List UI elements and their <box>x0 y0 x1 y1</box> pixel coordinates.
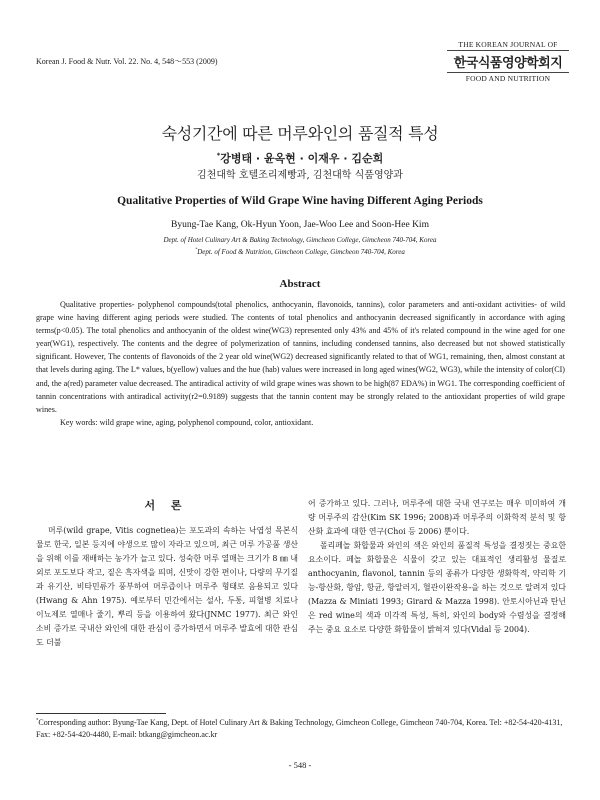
section-heading-introduction: 서 론 <box>144 499 188 512</box>
footnote-text: Corresponding author: Byung-Tae Kang, Dept. of Hotel Culinary Art & Baking Technology, Gimcheon College, Gimcheon 740-704, Korea. Tel: +82-54-420-4131, Fax: +82-54-420-4480, E-mail: btkang@gimcheon.ac.kr <box>36 718 563 739</box>
authors-korean <box>0 150 600 166</box>
footnote-mark: * <box>36 718 39 724</box>
keywords: Key words: wild grape wine, aging, polyphenol compound, color, antioxidant. <box>60 417 314 427</box>
introduction-left-column: 머루(wild grape, Vitis cognetiea)는 포도과의 속하는 낙엽성 목본식물로 한국, 일본 등지에 야생으로 많이 자라고 있으며, 최근 머루 가공품 생산을 위해 이를 재배하는 농가가 늘고 있다. 성숙한 머루 열매는 크기가 8 ㎜ 내외로 포도보다 작고, 짙은 흑자색을 띄며, 신맛이 강한 편이나, 다량의 무기질과 유기산, 비타민류가 풍부하여 머루즙이나 머루주 형태로 음용되고 있다(Hwang & Ahn 1975). 예로부터 민간에서는 설사, 두통, 피혈병 치료나 이뇨제로 열매나 줄기, 뿌리 등을 이용하여 왔다(JNMC 1977). 최근 와인 소비 증가로 국내산 와인에 대한 관심이 증가하면서 머루주 발효에 대한 관심도 더불 <box>36 526 298 647</box>
intro-right-paragraph-2: 폴리페놀 화합물과 와인의 색은 와인의 품질적 특성을 결정짓는 중요한 요소이다. 페놀 화합물은 식물이 갖고 있는 대표적인 생리활성 물질로 anthocyanin, flavonol, tannin 등의 종류가 다양한 생화학적, 약리학 기능-항산화, 항암, 항균, 항알러지, 혈관이완작용-을 하는 것으로 알려져 있다(Mazza & Miniati 1993; Girard & Mazza 1998). 안토시아닌과 탄닌은 red wine의 색과 미각적 특성, 특히, 와인의 body와 수렴성을 결정해 주는 중요 요소로 다양한 화합물이 밝혀져 있다(Vidal 등 2004). <box>308 541 566 634</box>
journal-masthead <box>447 40 569 83</box>
title-english: Qualitative Properties of Wild Grape Wine having Different Aging Periods <box>117 195 483 207</box>
page-number: - 548 - <box>288 760 312 770</box>
footnote <box>36 717 565 741</box>
introduction-right-column <box>308 497 566 637</box>
abstract-body <box>36 298 565 429</box>
authors-korean-text: 강병태 · 윤옥현 · 이재우 · 김순희 <box>220 152 384 165</box>
journal-name-en-bottom: FOOD AND NUTRITION <box>447 72 569 83</box>
footnote-divider <box>36 713 166 714</box>
title-korean: 숙성기간에 따른 머루와인의 품질적 특성 <box>161 124 439 143</box>
affiliation-english-1: Dept. of Hotel Culinary Art & Baking Technology, Gimcheon College, Gimcheon 740-704, Korea <box>163 236 437 244</box>
affiliation-korean-text: 김천대학 호텔조리제빵과, 김천대학 식품영양과 <box>197 170 403 181</box>
affiliation-korean <box>0 166 600 181</box>
affiliation-english-2 <box>0 248 600 256</box>
journal-name-en-top: THE KOREAN JOURNAL OF <box>447 40 569 51</box>
running-header: Korean J. Food & Nutr. Vol. 22. No. 4, 548～553 (2009) <box>36 57 218 66</box>
affiliation-mark: * <box>195 246 198 252</box>
authors-english: Byung-Tae Kang, Ok-Hyun Yoon, Jae-Woo Lee and Soon-Hee Kim <box>171 220 429 230</box>
affiliation-english-2-text: Dept. of Food & Nutrition, Gimcheon College, Gimcheon 740-704, Korea <box>197 248 405 256</box>
abstract-heading: Abstract <box>279 278 321 290</box>
abstract-text: Qualitative properties- polyphenol compounds(total phenolics, anthocyanin, flavonoids, tannins), color parameters and anti-oxidant activities- of wild grape wine having different aging periods were studied. The contents of total phenolics and anthocyanin decreased significantly in accordance with aging terms(p<0.05). The total phenolics and anthocyanin of the oldest wine(WG3) represented only 43% and 45% of it's related compound in the wine aged for one year(WG1), respectively. The contents and the degree of polymerization of tannins, including condensed tannins, also decreased but not showed statistically significant. However, The contents of flavonoids of the 2 year old wine(WG2) decreased significantly related to that of WG1, remaining, then, almost constant at that levels during aging. The L* values, b(yellow) values and the hue (hab) values were increased in long aged wines(WG2, WG3), while the intensity of color(CI) and, the a(red) parameter value decreased. The antiradical activity of wild grape wines was shown to be high(87 EDA%) in WG1. The corresponding coefficient of tannin concentrations with antiradical activity(r2=0.9189) suggests that the tannin content may be strongly related to the antioxidant properties of wild grape wines. <box>36 300 565 414</box>
author-mark: * <box>216 151 221 160</box>
journal-name-ko: 한국식품영양학회지 <box>453 56 563 71</box>
intro-right-paragraph-1: 어 증가하고 있다. 그러나, 머루주에 대한 국내 연구로는 매우 미미하여 개량 머루주의 감산(Kim SK 1996; 2008)과 머루주의 이화학적 분석 및 항산화 효과에 대한 연구(Choi 등 2006) 뿐이다. <box>308 499 566 536</box>
